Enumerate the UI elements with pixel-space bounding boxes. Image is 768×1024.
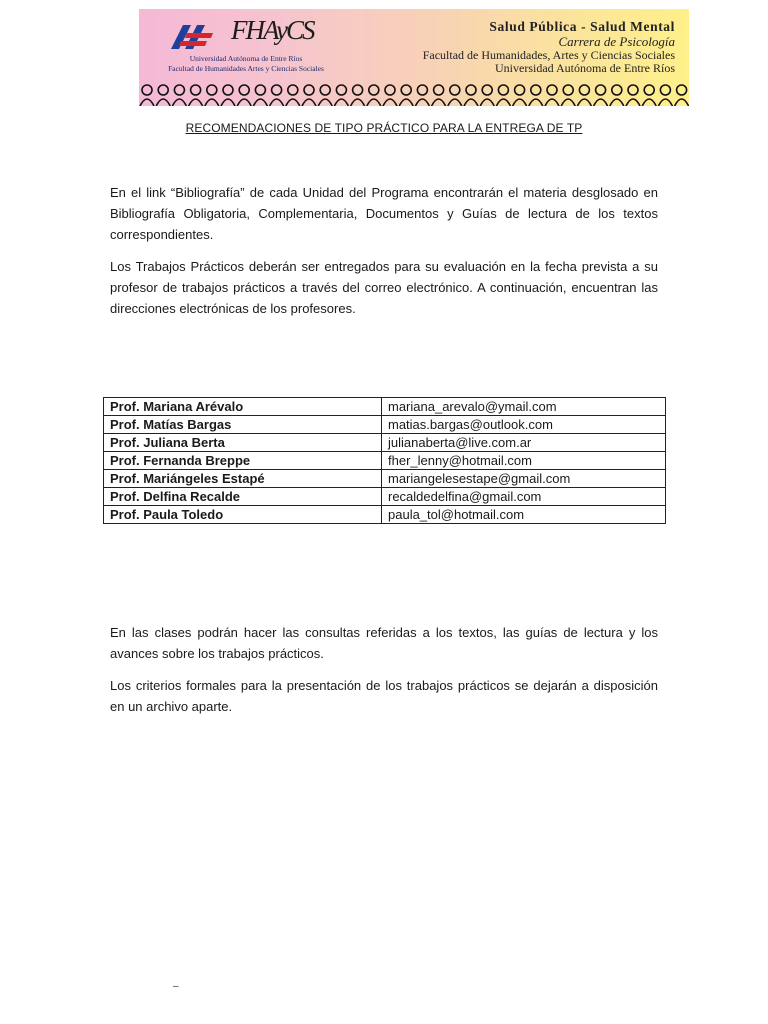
- person-head-icon: [304, 85, 314, 95]
- table-row: [104, 470, 666, 488]
- banner-career: Carrera de Psicología: [558, 34, 675, 49]
- university-logo-icon: [167, 19, 217, 55]
- person-body-icon: [594, 99, 608, 106]
- person-body-icon: [529, 99, 543, 106]
- person-body-icon: [577, 99, 591, 106]
- university-name-line: Universidad Autónoma de Entre Ríos: [189, 54, 303, 63]
- person-head-icon: [369, 85, 379, 95]
- person-head-icon: [677, 85, 687, 95]
- person-head-icon: [579, 85, 589, 95]
- person-head-icon: [596, 85, 606, 95]
- person-body-icon: [367, 99, 381, 106]
- person-head-icon: [207, 85, 217, 95]
- professor-name: Prof. Juliana Berta: [104, 434, 382, 452]
- header-banner: [139, 9, 689, 106]
- table-row: [104, 434, 666, 452]
- banner-title: Salud Pública - Salud Mental: [489, 19, 675, 34]
- professors-table: [103, 397, 666, 524]
- person-body-icon: [334, 99, 348, 106]
- table-row: [104, 398, 666, 416]
- paragraph-submission: Los Trabajos Prácticos deberán ser entregados para su evaluación en la fecha prevista a su profesor de trabajos prácticos a través del correo electrónico. A continuación, encuentran las direcciones electrónicas de los profesores.: [110, 259, 658, 316]
- person-head-icon: [628, 85, 638, 95]
- paragraph-criteria: Los criterios formales para la presentación de los trabajos prácticos se dejarán a disposición en un archivo aparte.: [110, 678, 658, 714]
- professor-name: Prof. Fernanda Breppe: [104, 452, 382, 470]
- professor-email: mariana_arevalo@ymail.com: [382, 398, 666, 416]
- person-head-icon: [223, 85, 233, 95]
- professor-name: Prof. Mariángeles Estapé: [104, 470, 382, 488]
- table-row: [104, 488, 666, 506]
- person-body-icon: [205, 99, 219, 106]
- person-head-icon: [515, 85, 525, 95]
- faculty-name-line: Facultad de Humanidades Artes y Ciencias Sociales: [168, 64, 324, 73]
- university-caption: [161, 54, 331, 74]
- person-head-icon: [531, 85, 541, 95]
- person-head-icon: [450, 85, 460, 95]
- banner-titles: [375, 19, 675, 75]
- person-body-icon: [318, 99, 332, 106]
- person-head-icon: [547, 85, 557, 95]
- person-body-icon: [658, 99, 672, 106]
- professor-name: Prof. Paula Toledo: [104, 506, 382, 524]
- professor-email: mariangelesestape@gmail.com: [382, 470, 666, 488]
- person-body-icon: [480, 99, 494, 106]
- professor-email: julianaberta@live.com.ar: [382, 434, 666, 452]
- table-row: [104, 416, 666, 434]
- person-body-icon: [513, 99, 527, 106]
- professor-email: fher_lenny@hotmail.com: [382, 452, 666, 470]
- paragraph-consultations: En las clases podrán hacer las consultas referidas a los textos, las guías de lectura y los avances sobre los trabajos prácticos.: [110, 625, 658, 661]
- table-row: [104, 452, 666, 470]
- person-body-icon: [448, 99, 462, 106]
- person-head-icon: [401, 85, 411, 95]
- person-head-icon: [563, 85, 573, 95]
- person-body-icon: [610, 99, 624, 106]
- person-head-icon: [239, 85, 249, 95]
- person-body-icon: [464, 99, 478, 106]
- person-body-icon: [496, 99, 510, 106]
- person-body-icon: [432, 99, 446, 106]
- professor-email: paula_tol@hotmail.com: [382, 506, 666, 524]
- person-body-icon: [351, 99, 365, 106]
- professor-name: Prof. Mariana Arévalo: [104, 398, 382, 416]
- person-head-icon: [353, 85, 363, 95]
- person-body-icon: [415, 99, 429, 106]
- person-body-icon: [253, 99, 267, 106]
- banner-faculty: Facultad de Humanidades, Artes y Ciencias Sociales: [422, 48, 675, 62]
- person-head-icon: [660, 85, 670, 95]
- person-head-icon: [385, 85, 395, 95]
- person-head-icon: [288, 85, 298, 95]
- person-body-icon: [399, 99, 413, 106]
- person-body-icon: [156, 99, 170, 106]
- person-head-icon: [320, 85, 330, 95]
- person-body-icon: [675, 99, 689, 106]
- person-head-icon: [466, 85, 476, 95]
- professor-email: recaldedelfina@gmail.com: [382, 488, 666, 506]
- person-body-icon: [172, 99, 186, 106]
- person-body-icon: [561, 99, 575, 106]
- person-body-icon: [302, 99, 316, 106]
- person-body-icon: [237, 99, 251, 106]
- page-heading: RECOMENDACIONES DE TIPO PRÁCTICO PARA LA ENTREGA DE TP: [185, 121, 583, 135]
- person-head-icon: [158, 85, 168, 95]
- person-head-icon: [336, 85, 346, 95]
- person-head-icon: [644, 85, 654, 95]
- person-head-icon: [272, 85, 282, 95]
- footer-mark: –: [173, 981, 179, 992]
- person-head-icon: [498, 85, 508, 95]
- person-head-icon: [191, 85, 201, 95]
- person-body-icon: [221, 99, 235, 106]
- person-body-icon: [140, 99, 154, 106]
- table-row: [104, 506, 666, 524]
- person-body-icon: [545, 99, 559, 106]
- faculty-logo-text: FHAyCS: [231, 15, 314, 45]
- person-head-icon: [434, 85, 444, 95]
- person-body-icon: [286, 99, 300, 106]
- person-body-icon: [642, 99, 656, 106]
- person-head-icon: [417, 85, 427, 95]
- person-head-icon: [255, 85, 265, 95]
- person-head-icon: [174, 85, 184, 95]
- person-body-icon: [189, 99, 203, 106]
- banner-university: Universidad Autónoma de Entre Ríos: [495, 61, 675, 75]
- professor-email: matias.bargas@outlook.com: [382, 416, 666, 434]
- person-body-icon: [383, 99, 397, 106]
- paragraph-bibliography: En el link “Bibliografía” de cada Unidad del Programa encontrarán el materia desglosado en Bibliografía Obligatoria, Complementaria, Documentos y Guías de lectura de los textos correspondientes.: [110, 185, 658, 242]
- person-head-icon: [612, 85, 622, 95]
- professor-name: Prof. Delfina Recalde: [104, 488, 382, 506]
- people-silhouettes-decoration: [139, 80, 689, 106]
- person-body-icon: [626, 99, 640, 106]
- person-body-icon: [270, 99, 284, 106]
- professor-name: Prof. Matías Bargas: [104, 416, 382, 434]
- person-head-icon: [142, 85, 152, 95]
- person-head-icon: [482, 85, 492, 95]
